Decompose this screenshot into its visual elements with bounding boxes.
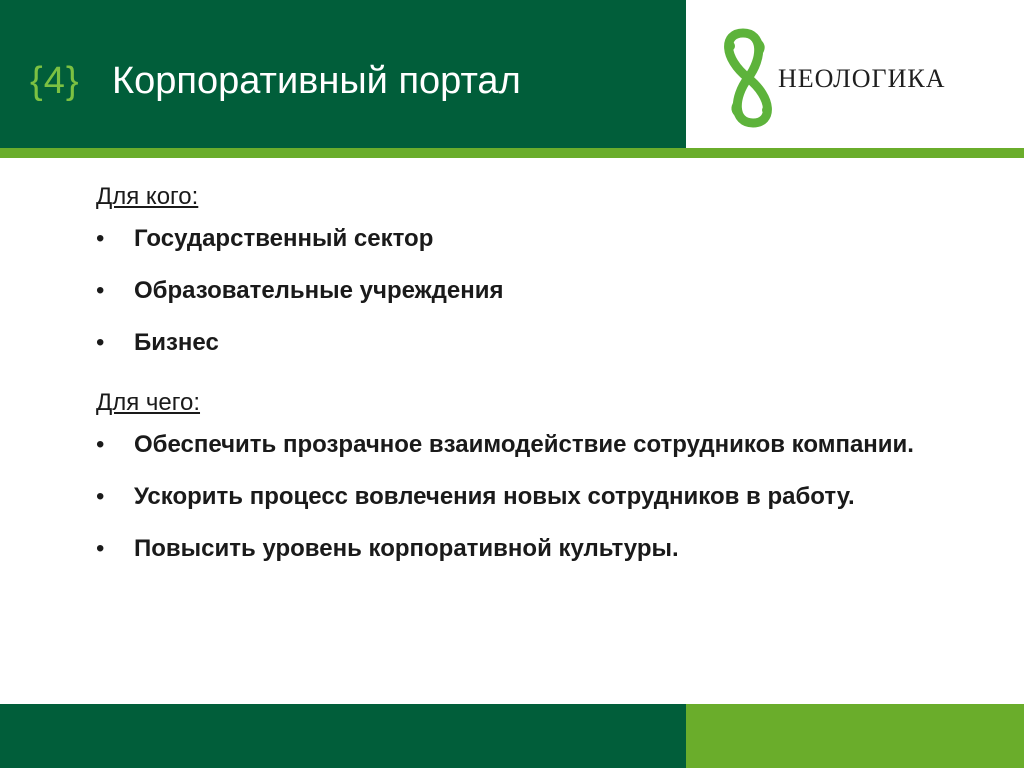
- footer-bar-light: [686, 704, 1024, 768]
- list-item: • Государственный сектор: [96, 216, 956, 262]
- list-item: • Бизнес: [96, 320, 956, 366]
- section-heading-for-what: Для чего:: [96, 389, 201, 416]
- list-item: • Обеспечить прозрачное взаимодействие сотрудников компании.: [96, 422, 934, 468]
- for-whom-list: [96, 216, 956, 366]
- list-item: • Повысить уровень корпоративной культуры.: [96, 526, 956, 572]
- header-stripe: [0, 148, 1024, 158]
- for-what-list: [96, 422, 956, 572]
- slide-number: {4}: [30, 60, 80, 102]
- section-heading-for-whom: Для кого:: [96, 183, 199, 210]
- page-title: Корпоративный портал: [112, 60, 521, 102]
- logo-text: НЕОЛОГИКА: [778, 64, 946, 93]
- footer-bar-dark: [0, 704, 686, 768]
- list-item: • Ускорить процесс вовлечения новых сотрудников в работу.: [96, 474, 874, 520]
- neologica-infinity-icon: [718, 28, 778, 128]
- company-logo: [718, 28, 968, 128]
- slide-content: [96, 178, 956, 580]
- list-item: • Образовательные учреждения: [96, 268, 956, 314]
